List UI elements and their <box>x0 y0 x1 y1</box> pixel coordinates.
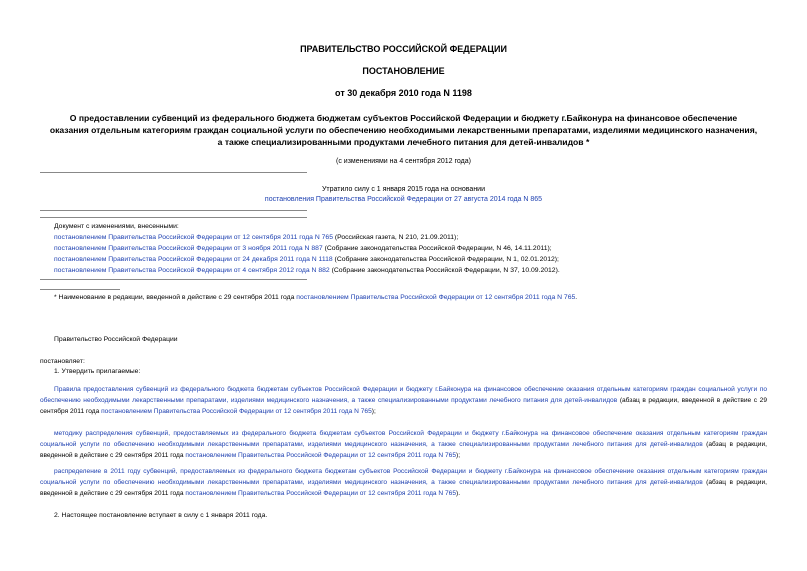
para-end: ); <box>371 408 376 415</box>
divider <box>40 279 307 280</box>
changes-intro: Документ с изменениями, внесенными: <box>54 223 179 230</box>
change-source: (Собрание законодательства Российской Федерации, N 1, 02.01.2012); <box>332 256 559 263</box>
divider <box>40 217 307 218</box>
paragraph-rules <box>40 384 767 417</box>
decrees-label: постановляет: <box>40 358 85 365</box>
change-source: (Российская газета, N 210, 21.09.2011); <box>332 234 459 241</box>
change-source: (Собрание законодательства Российской Федерации, N 46, 14.11.2011); <box>322 245 552 252</box>
change-link[interactable]: постановлением Правительства Российской Федерации от 3 ноября 2011 года N 887 <box>54 245 323 252</box>
change-link[interactable]: постановлением Правительства Российской Федерации от 4 сентября 2012 года N 882 <box>54 267 330 274</box>
item-2: 2. Настоящее постановление вступает в силу с 1 января 2011 года. <box>54 512 268 519</box>
footnote-end: . <box>575 294 578 301</box>
para-text: (абзац в редакции, введенной в действие с 29 сентября 2011 года <box>40 397 767 415</box>
para-end: ); <box>456 452 461 459</box>
footnote-link[interactable]: постановлением Правительства Российской Федерации от 12 сентября 2011 года N 765 <box>296 294 576 301</box>
divider <box>40 172 307 173</box>
revision-note: (с изменениями на 4 сентября 2012 года) <box>336 158 471 165</box>
footnote <box>54 292 794 303</box>
change-item <box>54 254 774 265</box>
expired-link[interactable]: постановления Правительства Российской Федерации от 27 августа 2014 года N 865 <box>264 196 543 203</box>
change-item <box>54 265 774 276</box>
divider <box>40 210 307 211</box>
method-link[interactable]: методику распределения субвенций, предоставляемых из федерального бюджета бюджетам субъектов Российской Федерации и бюджету г.Байконура на финансовое обеспечение оказания отдельным категориям граждан социальной услуги по обеспечению необходимыми лекарственными препаратами, изделиями медицинского назначения, а также специализированными продуктами лечебного питания для детей-инвалидов <box>40 430 767 448</box>
footnote-divider <box>40 289 120 290</box>
change-item <box>54 232 774 243</box>
changes-block <box>54 221 774 276</box>
government-label: Правительство Российской Федерации <box>54 336 178 343</box>
change-link[interactable]: постановлением Правительства Российской Федерации от 24 декабря 2011 года N 1118 <box>54 256 333 263</box>
footnote-text: * Наименование в редакции, введенной в действие с 29 сентября 2011 года <box>54 294 297 301</box>
paragraph-method <box>40 428 767 461</box>
amendment-link[interactable]: постановлением Правительства Российской Федерации от 12 сентября 2011 года N 765 <box>185 452 457 459</box>
para-end: ). <box>456 490 461 497</box>
title-line: О предоставлении субвенций из федерального бюджета бюджетам субъектов Российской Федерации и бюджету г.Байконура на финансовое обеспечение <box>69 113 738 123</box>
amendment-link[interactable]: постановлением Правительства Российской Федерации от 12 сентября 2011 года N 765 <box>101 408 372 415</box>
change-link[interactable]: постановлением Правительства Российской Федерации от 12 сентября 2011 года N 765 <box>54 234 333 241</box>
para-text: (абзац в редакции, введенной в действие с 29 сентября 2011 года <box>40 479 767 497</box>
date-number-heading: от 30 декабря 2010 года N 1198 <box>335 88 472 98</box>
change-item <box>54 243 774 254</box>
item-1: 1. Утвердить прилагаемые: <box>54 368 141 375</box>
para-text: (абзац в редакции, введенной в действие с 29 сентября 2011 года <box>40 441 767 459</box>
change-source: (Собрание законодательства Российской Федерации, N 37, 10.09.2012). <box>329 267 560 274</box>
distribution-link[interactable]: распределение в 2011 году субвенций, предоставляемых из федерального бюджета бюджетам субъектов Российской Федерации и бюджету г.Байконура на финансовое обеспечение оказания отдельным категориям граждан социальной услуги по обеспечению необходимыми лекарственными препаратами, изделиями медицинского назначения, а также специализированными продуктами лечебного питания для детей-инвалидов <box>40 468 767 486</box>
authority-heading: ПРАВИТЕЛЬСТВО РОССИЙСКОЙ ФЕДЕРАЦИИ <box>300 44 507 54</box>
doc-type-heading: ПОСТАНОВЛЕНИЕ <box>362 66 445 76</box>
paragraph-distribution <box>40 466 767 499</box>
amendment-link[interactable]: постановлением Правительства Российской Федерации от 12 сентября 2011 года N 765 <box>185 490 457 497</box>
document-title <box>30 112 777 148</box>
title-line: а также специализированными продуктами лечебного питания для детей-инвалидов * <box>217 137 590 147</box>
expired-note: Утратило силу с 1 января 2015 года на основании <box>321 186 486 193</box>
rules-link[interactable]: Правила предоставления субвенций из федерального бюджета бюджетам субъектов Российской Федерации и бюджету г.Байконура на финансовое обеспечение оказания отдельным категориям граждан социальной услуги по обеспечению необходимыми лекарственными препаратами, изделиями медицинского назначения, а также специализированными продуктами лечебного питания для детей-инвалидов <box>40 386 767 404</box>
title-line: оказания отдельным категориям граждан социальной услуги по обеспечению необходимыми лекарственными препаратами, изделиями медицинского назначения, <box>49 125 758 135</box>
